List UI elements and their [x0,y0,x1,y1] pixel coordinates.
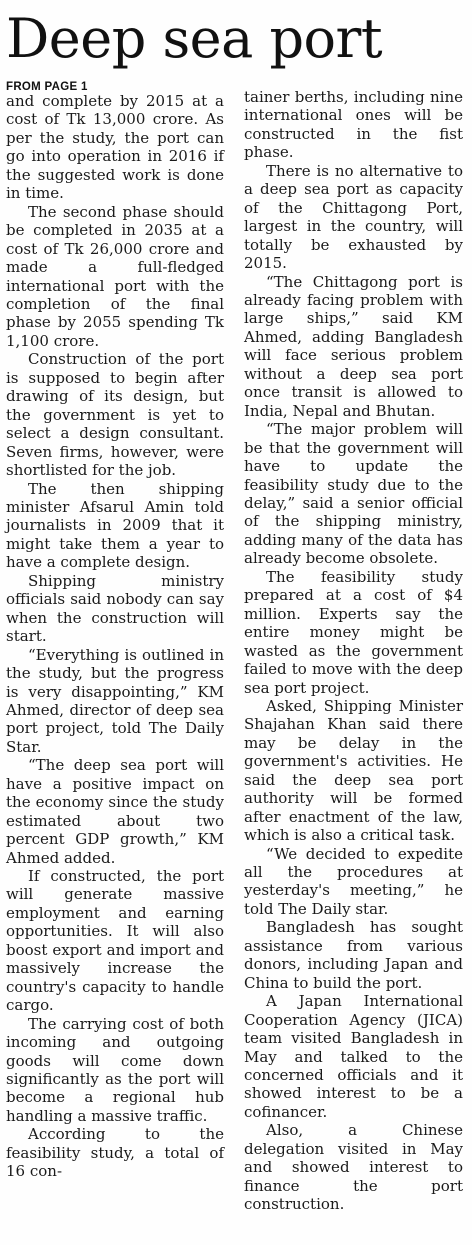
article-paragraph: Also, a Chinese delegation visited in May and showed interest to finance the port construction. [244,1121,463,1214]
right-column [244,88,463,1214]
left-column [6,92,224,1181]
article-paragraph: According to the feasibility study, a total of 16 con- [6,1125,224,1181]
article-paragraph: tainer berths, including nine international ones will be constructed in the fist phase. [244,88,463,162]
article-paragraph: The second phase should be completed in 2035 at a cost of Tk 26,000 crore and made a full-fledged international port with the completion of the final phase by 2055 spending Tk 1,100 crore. [6,202,224,350]
article-paragraph: “We decided to expedite all the procedures at yesterday's meeting,” he told The Daily star. [244,844,463,918]
article-paragraph: Shipping ministry officials said nobody can say when the construction will start. [6,571,224,646]
continuation-kicker: FROM PAGE 1 [6,81,88,93]
article-paragraph: “The Chittagong port is already facing problem with large ships,” said KM Ahmed, adding Bangladesh will face serious problem without a deep sea port once transit is allowed to India, Nepal and Bhutan. [244,272,463,420]
article-paragraph: If constructed, the port will generate massive employment and earning opportunities. It will also boost export and import and massively increase the country's capacity to handle cargo. [6,867,224,1015]
headline: Deep sea port [6,7,383,70]
article-paragraph: The then shipping minister Afsarul Amin told journalists in 2009 that it might take them a year to have a complete design. [6,479,224,572]
article-paragraph: Construction of the port is supposed to begin after drawing of its design, but the government is yet to select a design consultant. Seven firms, however, were shortlisted for the job. [6,350,224,480]
article-paragraph: A Japan International Cooperation Agency (JICA) team visited Bangladesh in May and talked to the concerned officials and it showed interest to be a cofinancer. [244,992,463,1121]
article-paragraph: and complete by 2015 at a cost of Tk 13,000 crore. As per the study, the port can go into operation in 2016 if the suggested work is done in time. [6,92,224,203]
article-paragraph: Bangladesh has sought assistance from various donors, including Japan and China to build the port. [244,918,463,992]
article-paragraph: Asked, Shipping Minister Shajahan Khan said there may be delay in the government's activities. He said the deep sea port authority will be formed after enactment of the law, which is also a critical task. [244,696,463,845]
article-paragraph: “The deep sea port will have a positive impact on the economy since the study estimated about two percent GDP growth,” KM Ahmed added. [6,756,224,867]
article-paragraph: There is no alternative to a deep sea port as capacity of the Chittagong Port, largest in the country, will totally be exhausted by 2015. [244,161,463,273]
article-paragraph: The carrying cost of both incoming and outgoing goods will come down significantly as the port will become a regional hub handling a massive traffic. [6,1014,224,1125]
article-paragraph: The feasibility study prepared at a cost of $4 million. Experts say the entire money might be wasted as the government failed to move with the deep sea port project. [244,567,463,697]
article-paragraph: “The major problem will be that the government will have to update the feasibility study due to the delay,” said a senior official of the shipping ministry, adding many of the data has already become obsolete. [244,420,463,568]
article-paragraph: “Everything is outlined in the study, but the progress is very disappointing,” KM Ahmed, director of deep sea port project, told The Daily Star. [6,645,224,756]
